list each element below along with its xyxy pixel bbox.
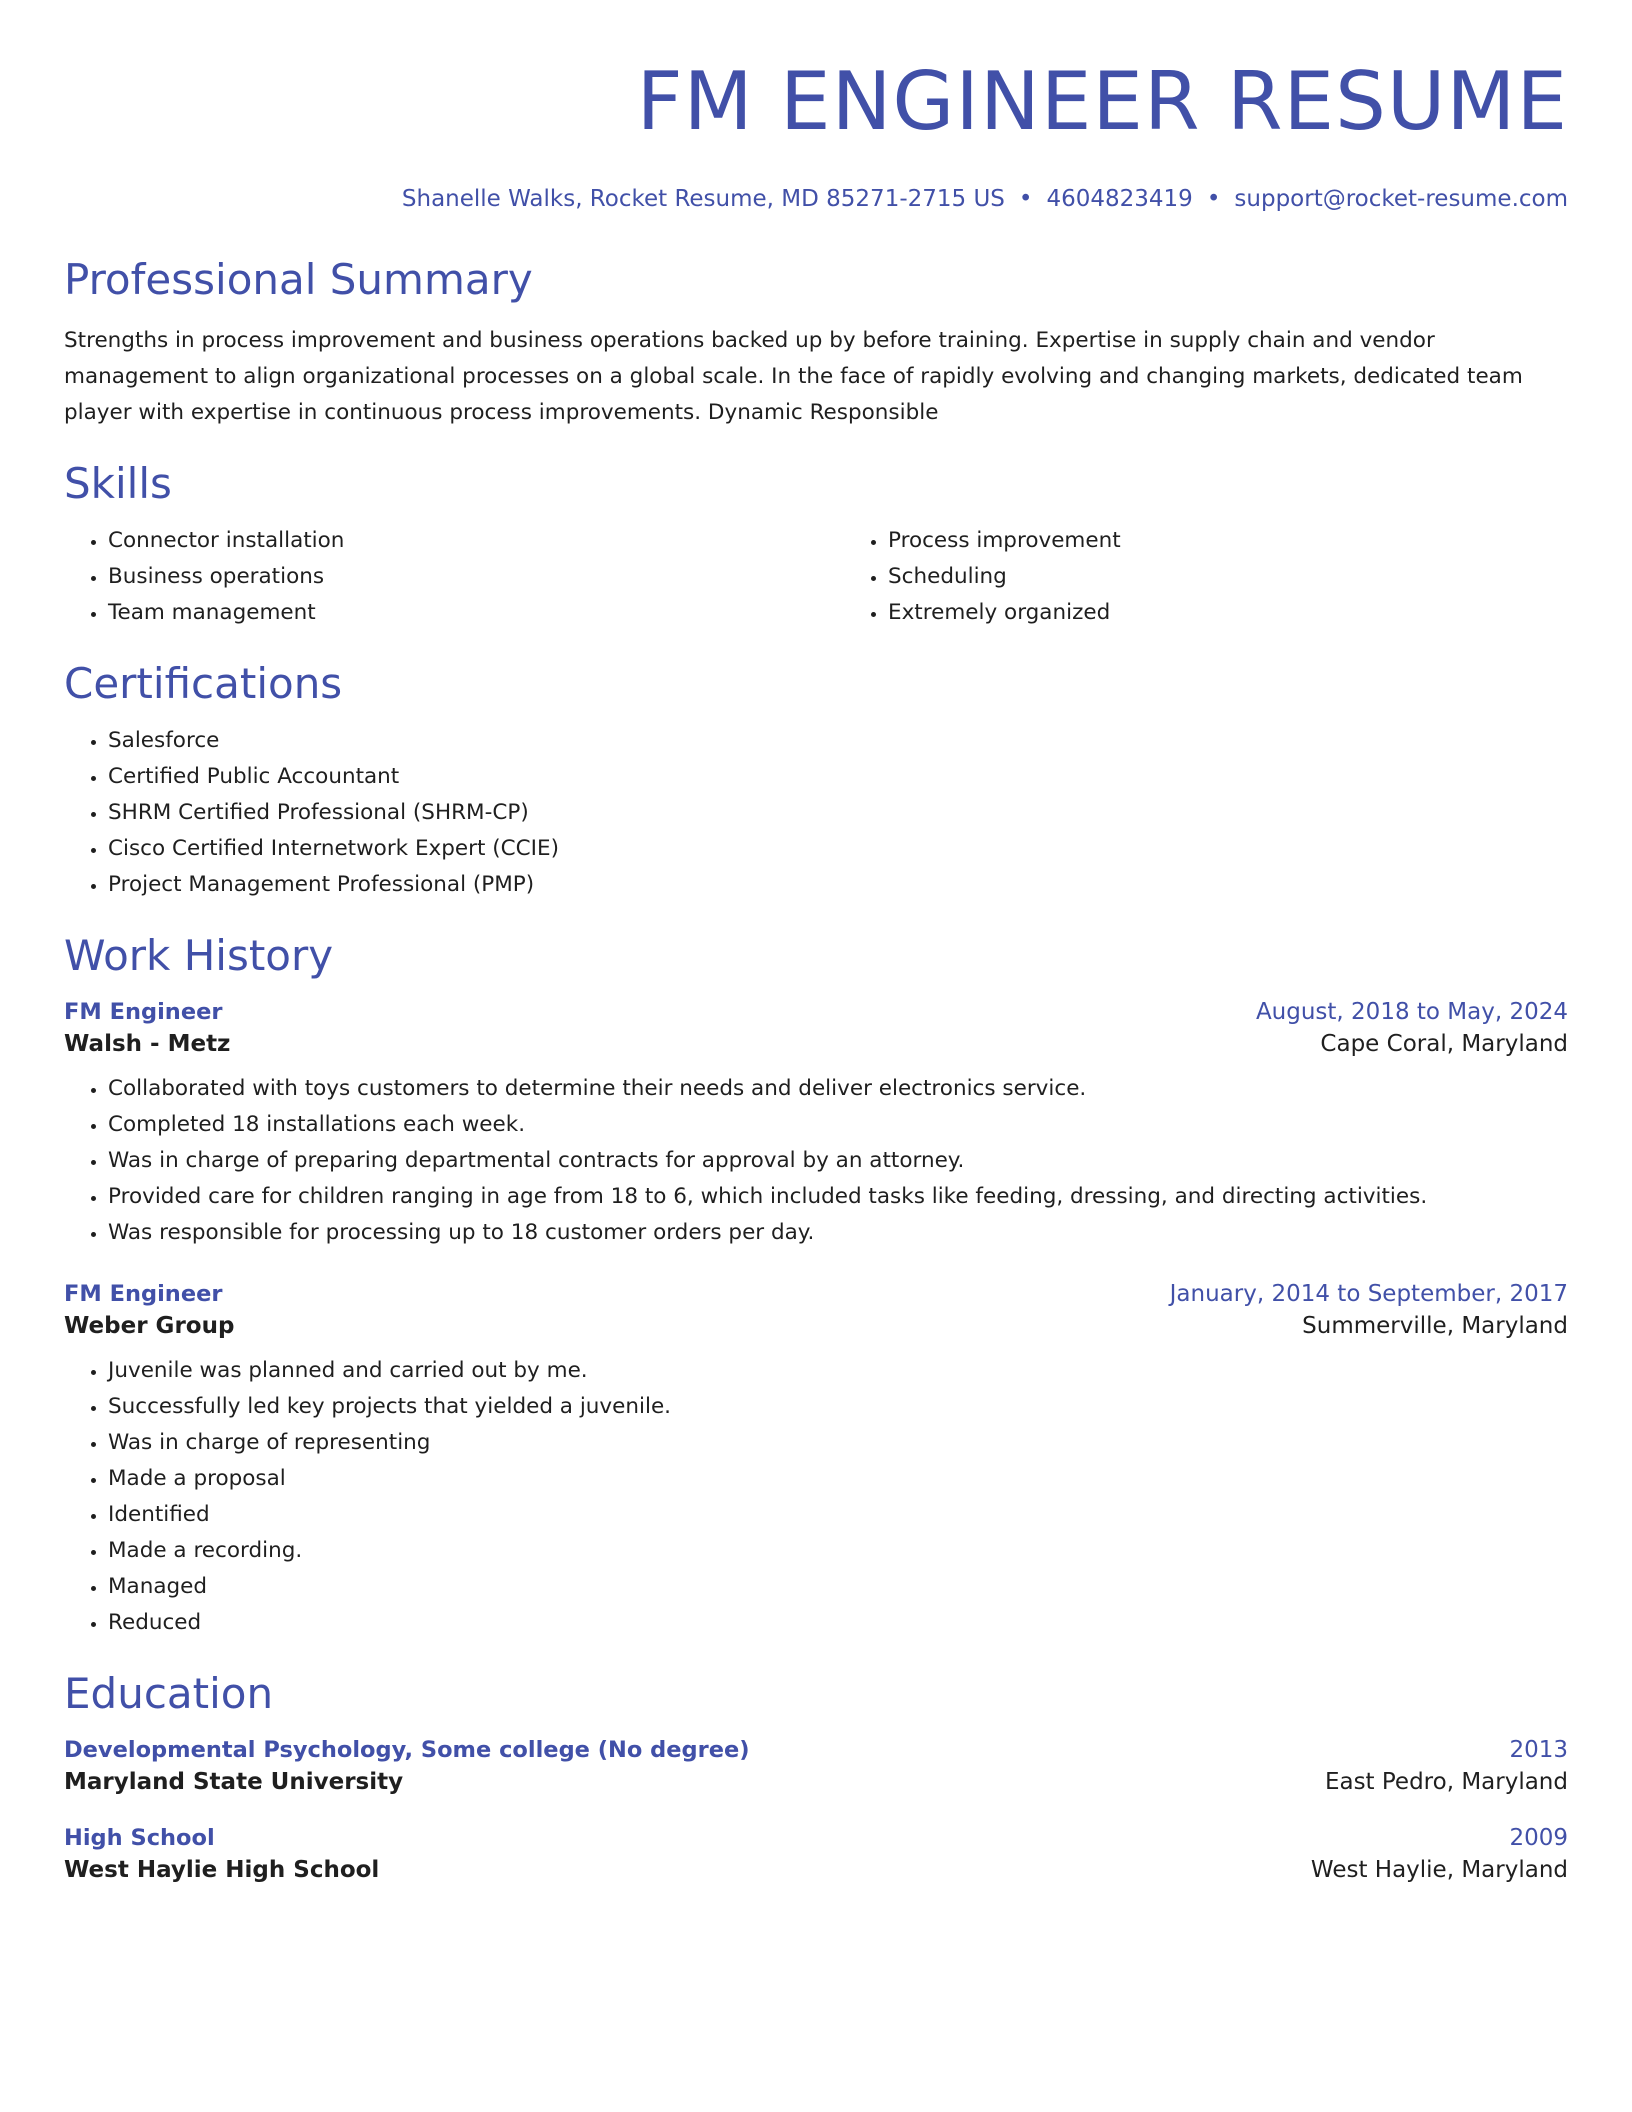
job-bullet: • Made a recording. <box>108 1533 1568 1569</box>
certifications-heading: Certifications <box>64 659 343 708</box>
job-company: Weber Group <box>64 1313 235 1339</box>
education-school: Maryland State University <box>64 1769 404 1795</box>
certification-item: • Salesforce <box>108 723 1568 759</box>
skill-item: • Team management <box>108 595 844 631</box>
summary-text: Strengths in process improvement and business operations backed up by before training. Expertise in supply chain and vendor management to align organizational processes on a global scale. In the face of rapidly evolving and changing markets, dedicated team player with expertise in continuous process improvements. Dynamic Responsible <box>64 328 1523 425</box>
job-subheader <box>64 1313 1568 1339</box>
job-bullet: • Was in charge of preparing departmental contracts for approval by an attorney. <box>108 1143 1568 1179</box>
skills-heading: Skills <box>64 459 172 508</box>
job-location: Summerville, Maryland <box>1302 1313 1568 1339</box>
job-bullets <box>64 1071 1568 1251</box>
education-degree: High School <box>64 1825 215 1851</box>
skill-item: • Process improvement <box>888 523 1624 559</box>
education-school: West Haylie High School <box>64 1857 380 1883</box>
education-location: West Haylie, Maryland <box>1310 1857 1568 1883</box>
skill-item: • Extremely organized <box>888 595 1624 631</box>
contact-email[interactable]: support@rocket-resume.com <box>1234 186 1568 212</box>
job-bullet: • Made a proposal <box>108 1461 1568 1497</box>
certification-item: • Certified Public Accountant <box>108 759 1568 795</box>
skill-item: • Connector installation <box>108 523 844 559</box>
job-company: Walsh - Metz <box>64 1031 231 1057</box>
skill-item: • Scheduling <box>888 559 1624 595</box>
job-header <box>64 1281 1568 1307</box>
education-degree: Developmental Psychology, Some college (No degree) <box>64 1737 750 1763</box>
job-location: Cape Coral, Maryland <box>1320 1031 1568 1057</box>
skills-column-left <box>64 523 844 631</box>
contact-phone: 4604823419 <box>1046 186 1193 212</box>
job-bullet: • Was responsible for processing up to 18 customer orders per day. <box>108 1215 1568 1251</box>
contact-address: Shanelle Walks, Rocket Resume, MD 85271-2715 US <box>401 186 1005 212</box>
job-entry <box>64 999 1568 1251</box>
job-bullet: • Reduced <box>108 1605 1568 1641</box>
education-year: 2009 <box>1509 1825 1568 1851</box>
education-entry <box>64 1825 1568 1883</box>
contact-line <box>64 188 1568 211</box>
contact-separator: • <box>1206 186 1221 212</box>
job-bullet: • Managed <box>108 1569 1568 1605</box>
job-bullet: • Juvenile was planned and carried out by me. <box>108 1353 1568 1389</box>
job-bullet: • Was in charge of representing <box>108 1425 1568 1461</box>
education-subheader <box>64 1857 1568 1883</box>
job-bullet: • Provided care for children ranging in age from 18 to 6, which included tasks like feeding, dressing, and directing activities. <box>108 1179 1568 1215</box>
education-location: East Pedro, Maryland <box>1324 1769 1568 1795</box>
education-year: 2013 <box>1509 1737 1568 1763</box>
contact-separator: • <box>1018 186 1033 212</box>
education-heading: Education <box>64 1669 274 1718</box>
education-entry <box>64 1737 1568 1795</box>
skills-column-right <box>844 523 1624 631</box>
job-header <box>64 999 1568 1025</box>
job-dates: August, 2018 to May, 2024 <box>1255 999 1568 1025</box>
job-bullet: • Completed 18 installations each week. <box>108 1107 1568 1143</box>
certification-item: • SHRM Certified Professional (SHRM-CP) <box>108 795 1568 831</box>
job-bullet: • Collaborated with toys customers to determine their needs and deliver electronics service. <box>108 1071 1568 1107</box>
certifications-list <box>64 723 1568 903</box>
resume-title: FM ENGINEER RESUME <box>636 55 1568 148</box>
job-title: FM Engineer <box>64 1281 223 1307</box>
skill-item: • Business operations <box>108 559 844 595</box>
work-heading: Work History <box>64 931 334 980</box>
skills-list <box>64 523 1568 631</box>
certification-item: • Project Management Professional (PMP) <box>108 867 1568 903</box>
education-header <box>64 1825 1568 1851</box>
job-bullet: • Identified <box>108 1497 1568 1533</box>
job-entry <box>64 1281 1568 1641</box>
certification-item: • Cisco Certified Internetwork Expert (CCIE) <box>108 831 1568 867</box>
job-subheader <box>64 1031 1568 1057</box>
summary-heading: Professional Summary <box>64 255 533 304</box>
job-title: FM Engineer <box>64 999 223 1025</box>
job-dates: January, 2014 to September, 2017 <box>1169 1281 1568 1307</box>
job-bullets <box>64 1353 1568 1641</box>
education-subheader <box>64 1769 1568 1795</box>
education-header <box>64 1737 1568 1763</box>
job-bullet: • Successfully led key projects that yielded a juvenile. <box>108 1389 1568 1425</box>
